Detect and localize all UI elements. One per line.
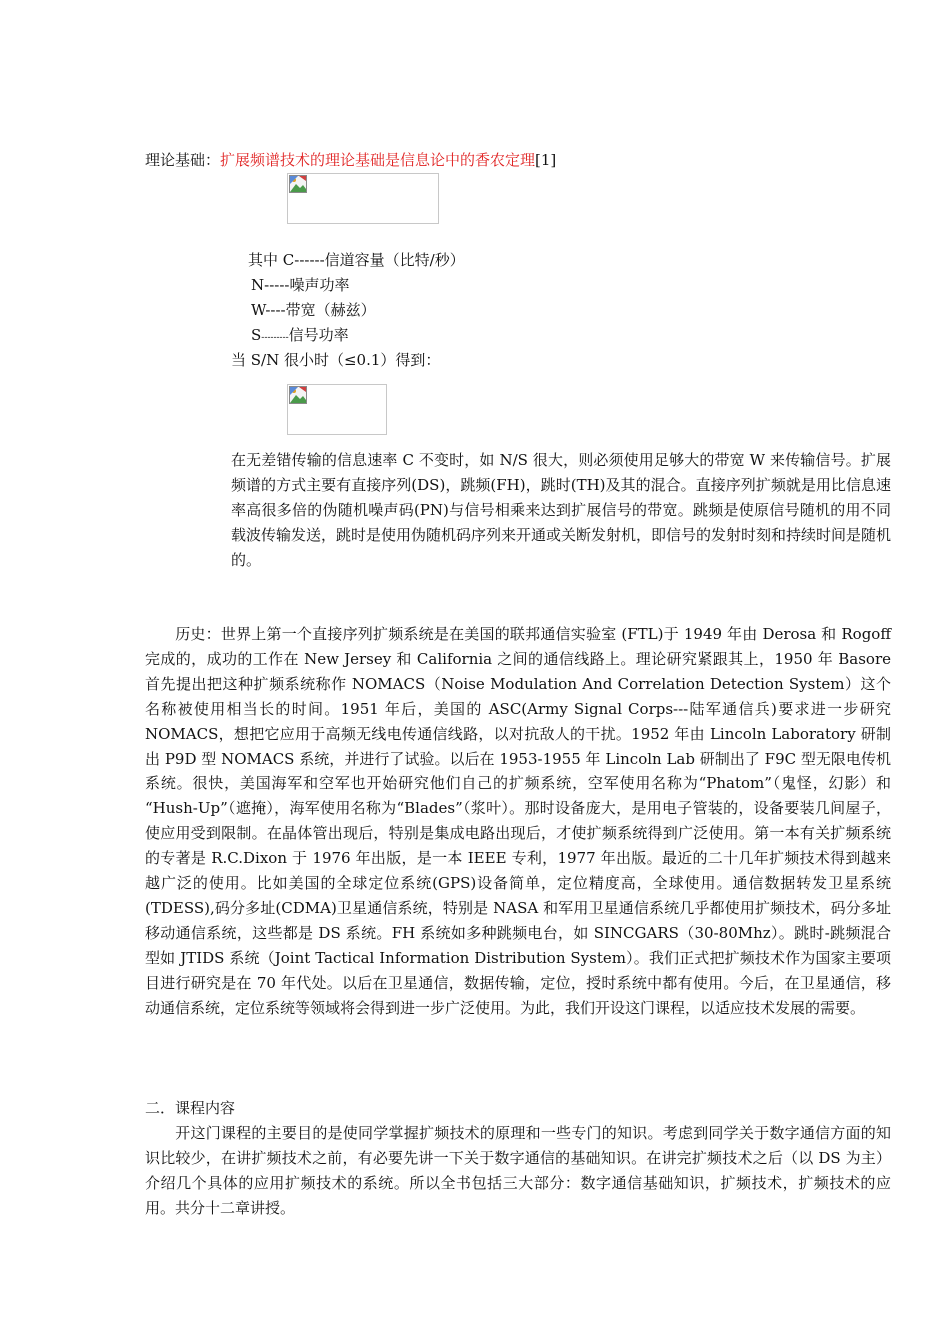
condition-line: 当 S/N 很小时（≤0.1）得到： [231, 351, 441, 369]
legend-w: W----带宽（赫兹） [251, 301, 376, 319]
formula-image-2 [287, 384, 387, 435]
theory-line [145, 148, 556, 173]
formula-image-1 [287, 173, 439, 224]
theory-ref: [1] [535, 151, 557, 169]
course-content-text: 开这门课程的主要目的是使同学掌握扩频技术的原理和一些专门的知识。考虑到同学关于数字通信方面的知识比较少，在讲扩频技术之前，有必要先讲一下关于数字通信的基础知识。在讲完扩频技术之后（以 DS 为主）介绍几个具体的应用扩频技术的系统。所以全书包括三大部分：数字通信基础知识，扩频技术，扩频技术的应用。共分十二章讲授。 [145, 1124, 891, 1217]
history-paragraph [145, 622, 891, 1021]
legend-n: N-----噪声功率 [251, 276, 350, 294]
theory-highlight: 扩展频谱技术的理论基础是信息论中的香农定理 [220, 151, 536, 169]
legend-s-text: 信号功率 [288, 326, 349, 344]
explanation-paragraph: 在无差错传输的信息速率 C 不变时，如 N/S 很大，则必须使用足够大的带宽 W 来传输信号。扩展频谱的方式主要有直接序列(DS)，跳频(FH)，跳时(TH)及其的混合。直接序列扩频就是用比信息速率高很多倍的伪随机噪声码(PN)与信号相乘来达到扩展信号的带宽。跳频是使原信号随机的用不同载波传输发送，跳时是使用伪随机码序列来开通或关断发射机，即信号的发射时刻和持续时间是随机的。 [231, 451, 892, 569]
legend-s-dashes: --------- [261, 333, 289, 343]
theory-label: 理论基础： [145, 151, 221, 169]
history-text: 历史：世界上第一个直接序列扩频系统是在美国的联邦通信实验室 (FTL)于 1949 年由 Derosa 和 Rogoff 完成的，成功的工作在 New Jersey 和 California 之间的通信线路上。理论研究紧跟其上，1950 年 Basore 首先提出把这种扩频系统称作 NOMACS（Noise Modulation And Correlation Detection System）这个名称被使用相当长的时间。1951 年后，美国的 ASC(Army Signal Corps---陆军通信兵)要求进一步研究 NOMACS，想把它应用于高频无线电传通信线路，以对抗敌人的干扰。1952 年由 Lincoln Laboratory 研制出 P9D 型 NOMACS 系统，并进行了试验。以后在 1953-1955 年 Lincoln Lab 研制出了 F9C 型无限电传机系统。很快，美国海军和空军也开始研究他们自己的扩频系统，空军使用名称为“Phatom”（鬼怪，幻影）和 “Hush-Up”（遮掩），海军使用名称为“Blades”（浆叶）。那时设备庞大，是用电子管装的，设备要装几间屋子，使应用受到限制。在晶体管出现后，特别是集成电路出现后，才使扩频系统得到广泛使用。第一本有关扩频系统的专著是 R.C.Dixon 于 1976 年出版，是一本 IEEE 专利，1977 年出版。最近的二十几年扩频技术得到越来越广泛的使用。比如美国的全球定位系统(GPS)设备简单，定位精度高，全球使用。通信数据转发卫星系统(TDESS),码分多址(CDMA)卫星通信系统，特别是 NASA 和军用卫星通信系统几乎都使用扩频技术，码分多址移动通信系统，这些都是 DS 系统。FH 系统如多种跳频电台，如 SINCGARS（30-80Mhz）。跳时-跳频混合型如 JTIDS 系统（Joint Tactical Information Distribution System）。我们正式把扩频技术作为国家主要项目进行研究是在 70 年代处。以后在卫星通信，数据传输，定位，授时系统中都有使用。今后，在卫星通信，移动通信系统，定位系统等领域将会得到进一步广泛使用。为此，我们开设这门课程，以适应技术发展的需要。 [145, 625, 891, 1017]
legend-s-letter: S [251, 326, 262, 344]
course-content-paragraph [145, 1121, 891, 1221]
legend-c: 其中 C------信道容量（比特/秒） [248, 251, 465, 269]
broken-image-icon [289, 175, 307, 193]
section-heading: 二．课程内容 [145, 1099, 236, 1117]
legend-s [251, 323, 349, 351]
broken-image-icon [289, 386, 307, 404]
